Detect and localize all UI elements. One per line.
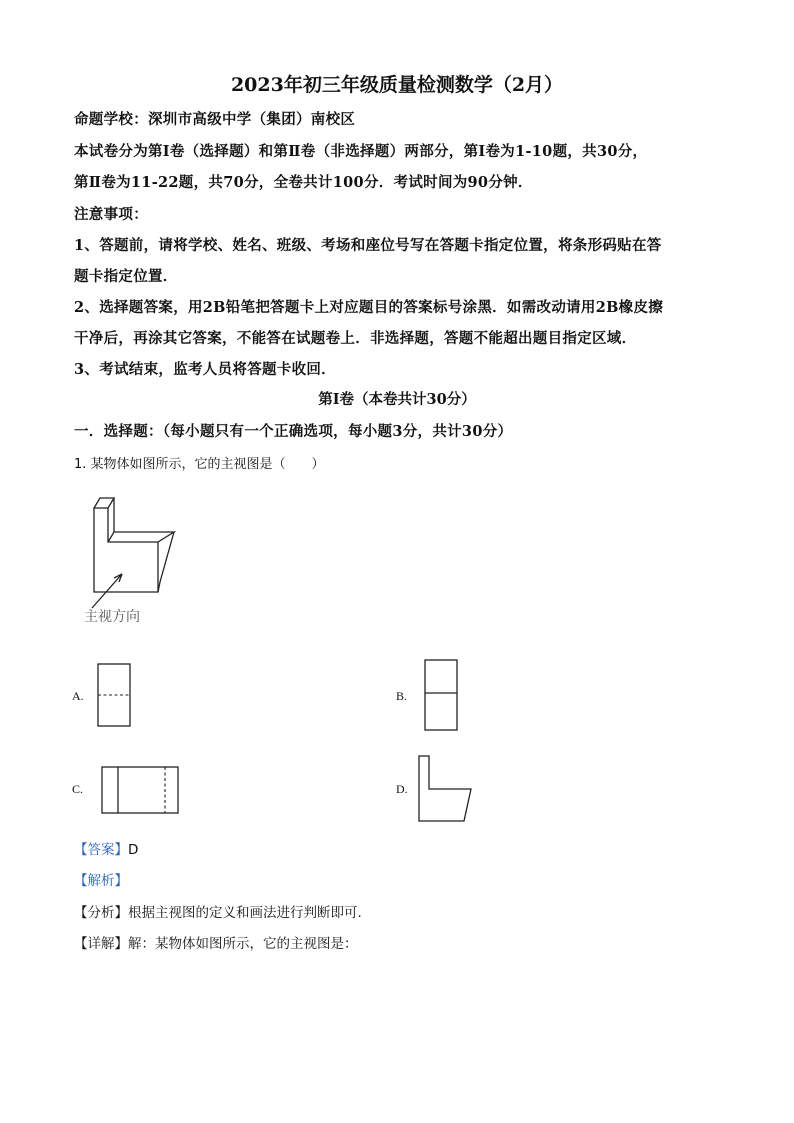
option-b-label: B. <box>396 689 408 703</box>
note-2-cont: 干净后，再涂其它答案，不能答在试题卷上．非选择题，答题不能超出题目指定区域． <box>74 330 637 347</box>
analysis-bracket: 【解析】 <box>74 873 128 889</box>
xiangjie-line <box>74 932 358 952</box>
option-c-figure[interactable] <box>101 766 179 814</box>
figure-base-top <box>108 532 174 542</box>
intro-line-2: 第Ⅱ卷为11-22题，共70分，全卷共计100分．考试时间为90分钟． <box>74 174 533 191</box>
figure-pillar-top <box>94 498 114 508</box>
xiangjie-text: 解：某物体如图所示，它的主视图是： <box>128 936 358 952</box>
intro-line-1: 本试卷分为第Ⅰ卷（选择题）和第Ⅱ卷（非选择题）两部分，第Ⅰ卷为1-10题，共30分， <box>74 143 648 160</box>
option-a-label: A. <box>72 689 84 703</box>
answer-line <box>74 838 138 858</box>
answer-bracket: 【答案】 <box>74 842 128 858</box>
notes-heading: 注意事项： <box>74 206 148 223</box>
school-line: 命题学校：深圳市高级中学（集团）南校区 <box>74 111 356 128</box>
note-2: 2、选择题答案，用2B铅笔把答题卡上对应题目的答案标号涂黑．如需改动请用2B橡皮擦 <box>74 299 664 316</box>
note-1-cont: 题卡指定位置． <box>74 268 178 285</box>
figure-arrow-line <box>92 574 122 608</box>
part-heading: 一．选择题：（每小题只有一个正确选项，每小题3分，共计30分） <box>74 423 513 440</box>
analysis-line <box>74 869 128 889</box>
fenxi-line <box>74 901 371 921</box>
page-title: 2023年初三年级质量检测数学（2月） <box>230 74 564 96</box>
option-d-figure[interactable] <box>417 755 475 823</box>
fenxi-bracket: 【分析】 <box>74 905 128 921</box>
section-title: 第Ⅰ卷（本卷共计30分） <box>318 391 476 408</box>
answer-value: D <box>128 842 139 858</box>
question-1: 1. 某物体如图所示，它的主视图是（ ） <box>74 457 325 472</box>
option-d-label: D. <box>396 782 408 796</box>
fenxi-text: 根据主视图的定义和画法进行判断即可． <box>128 905 371 921</box>
option-a-figure[interactable] <box>97 663 131 727</box>
note-3: 3、考试结束，监考人员将答题卡收回． <box>74 361 336 378</box>
xiangjie-bracket: 【详解】 <box>74 936 128 952</box>
option-c-label: C. <box>72 782 84 796</box>
note-1: 1、答题前，请将学校、姓名、班级、考场和座位号写在答题卡指定位置，将条形码贴在答 <box>74 237 662 254</box>
figure-label: 主视方向 <box>84 609 140 625</box>
figure-front-face <box>94 508 158 592</box>
object-figure <box>78 490 198 630</box>
option-b-figure[interactable] <box>424 659 458 731</box>
